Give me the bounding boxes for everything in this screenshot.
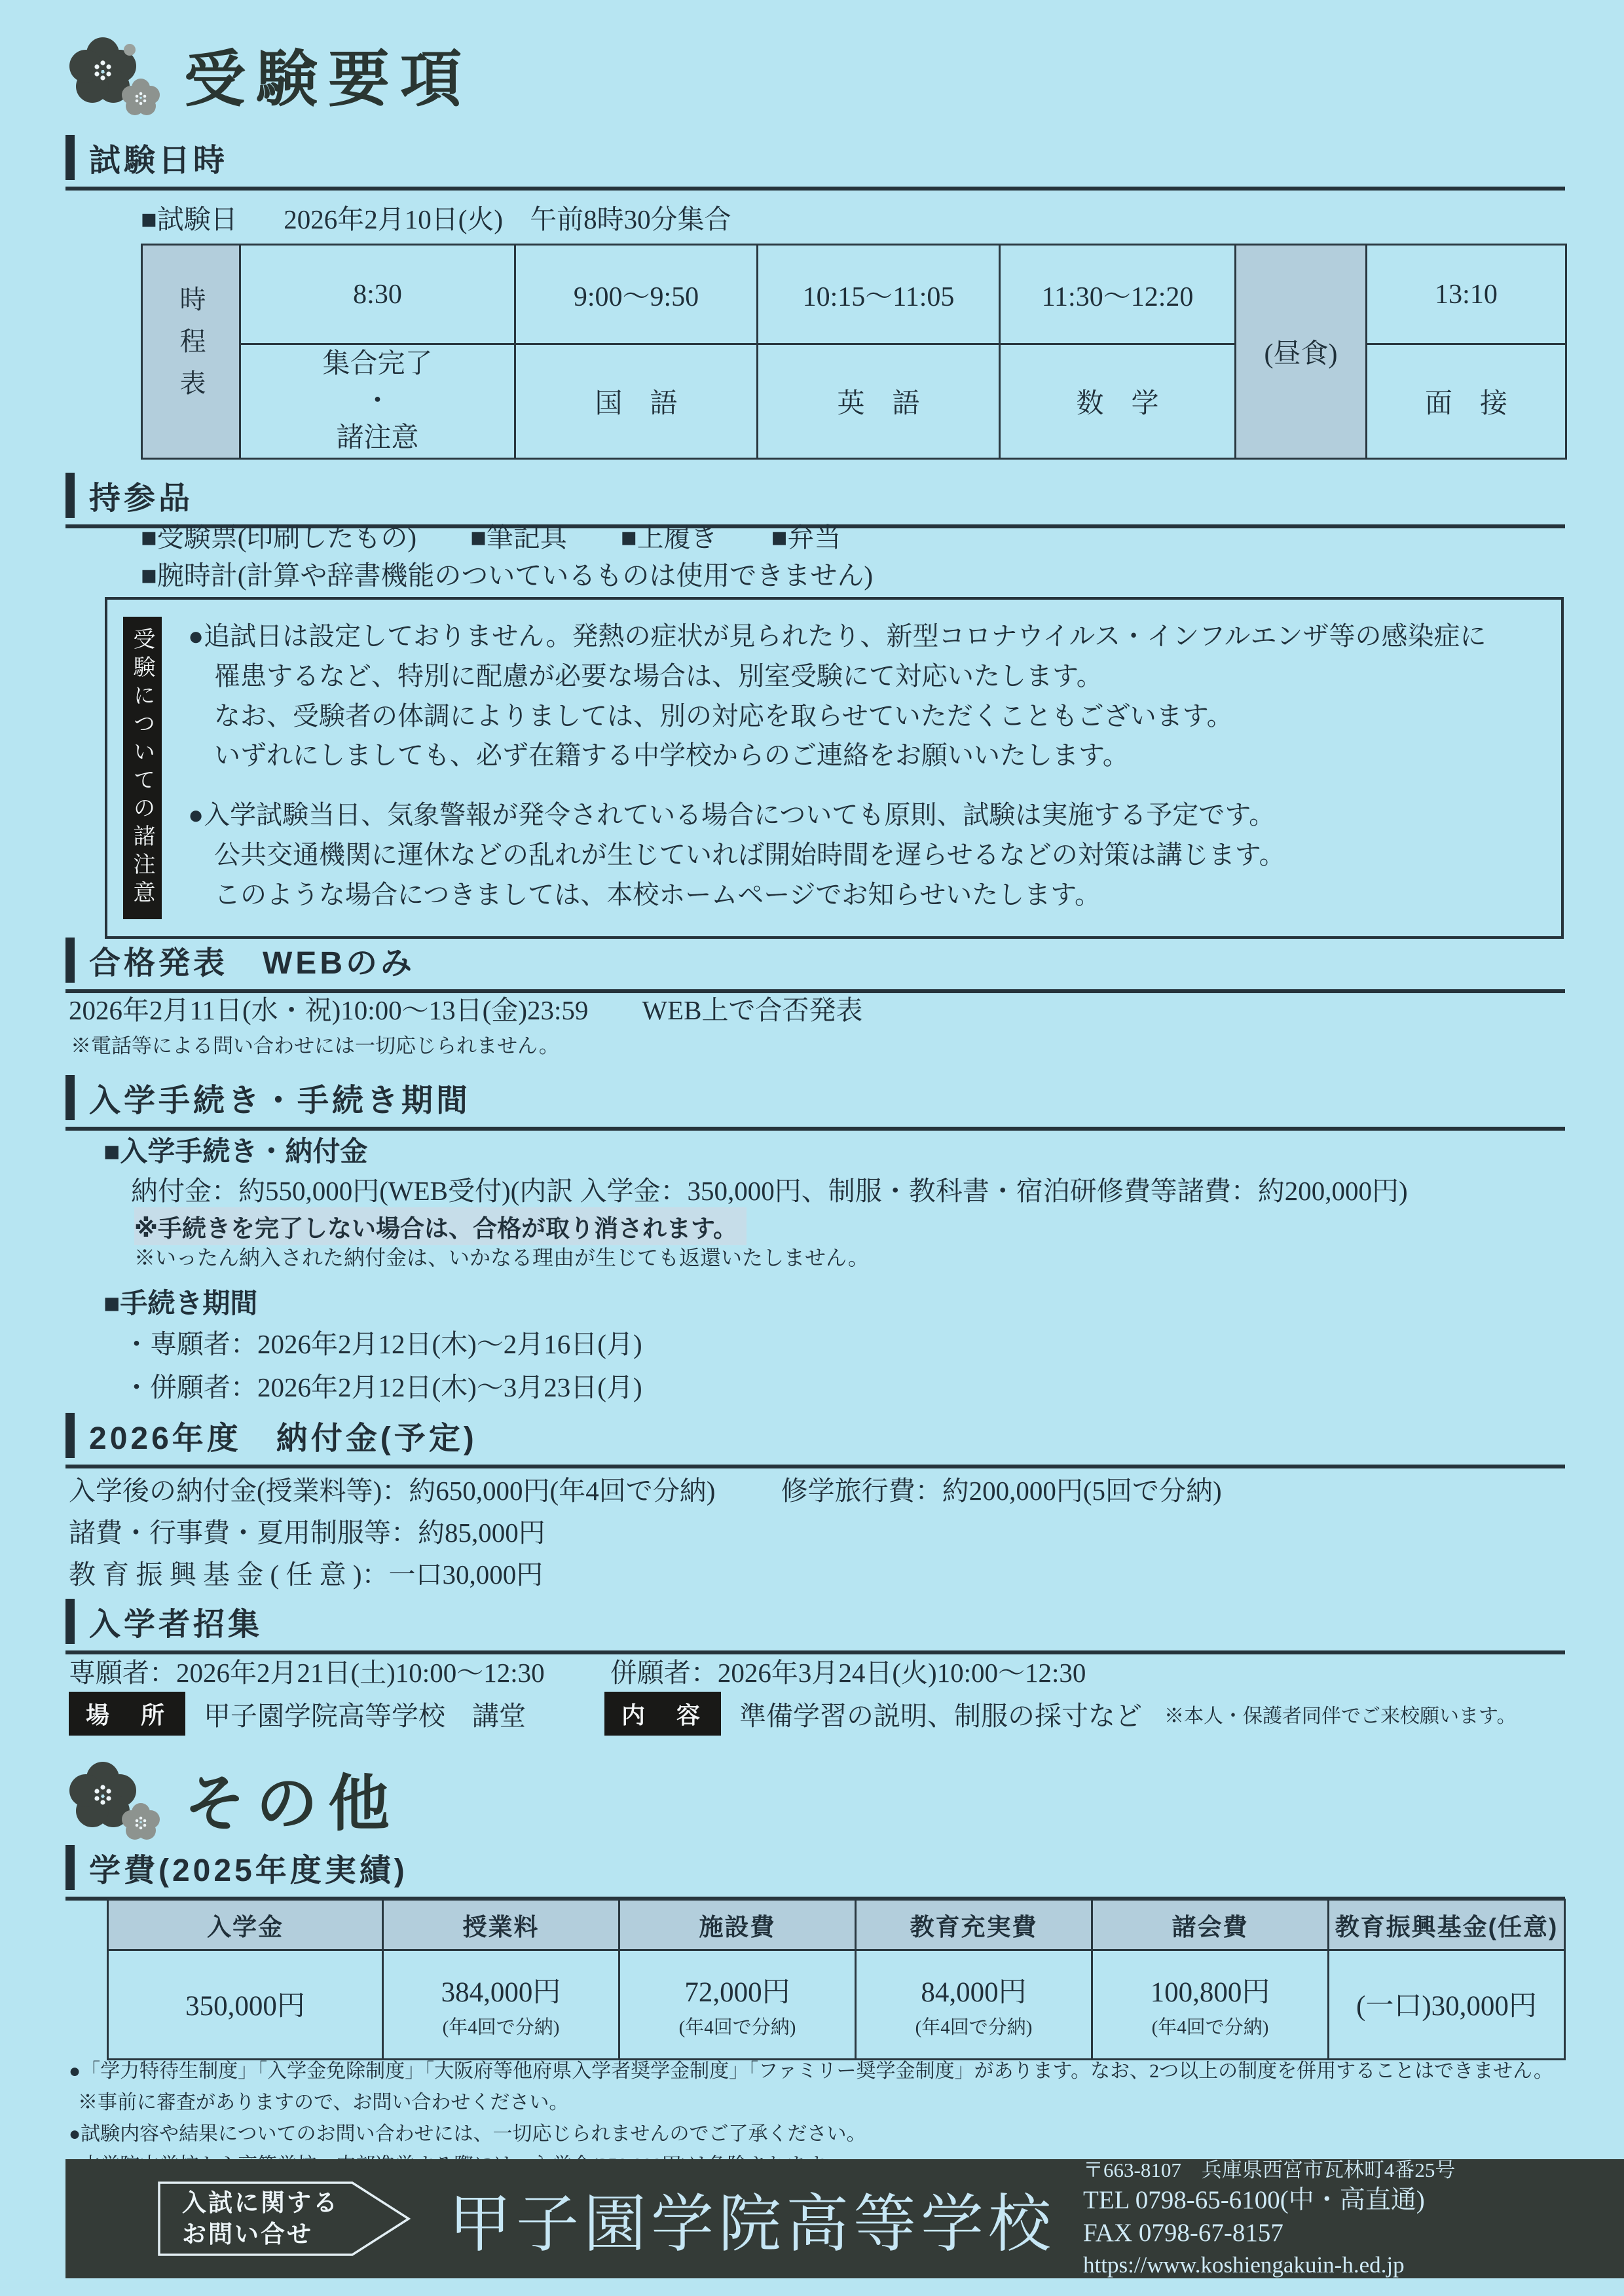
exam-day-label: ■試験日: [141, 204, 238, 234]
tuition-col-header: 教育振興基金(任意): [1329, 1900, 1565, 1950]
schedule-table: [141, 244, 1567, 460]
tuition-table: [107, 1899, 1566, 2060]
pass-announcement-note: ※電話等による問い合わせには一切応じられません。: [71, 1034, 559, 1057]
school-url: https://www.koshiengakuin-h.ed.jp: [1083, 2252, 1405, 2278]
section-heading-exam-datetime: 試験日時: [65, 135, 1565, 191]
exam-notes-box: [105, 597, 1564, 939]
school-address: 〒663-8107 兵庫県西宮市瓦林町4番25号: [1083, 2159, 1456, 2182]
items-line-1: ■受験票(印刷したもの) ■筆記具 ■上履き ■弁当: [141, 522, 841, 553]
schedule-lunch-cell: (昼食): [1236, 245, 1367, 459]
schedule-time: 13:10: [1367, 245, 1566, 344]
exam-day-line: [141, 198, 731, 236]
schedule-subject: 面 接: [1367, 344, 1566, 459]
others-title: その他: [184, 1770, 401, 1838]
tuition-col-header: 教育充実費: [856, 1900, 1092, 1950]
exam-day-value: 2026年2月10日(火) 午前8時30分集合: [284, 204, 731, 234]
schedule-subject: 国 語: [515, 344, 758, 459]
section-heading-fees-2026: 2026年度 納付金(予定): [65, 1413, 1565, 1468]
school-fax: FAX 0798-67-8157: [1083, 2219, 1283, 2248]
exam-note-bullet-2: ●入学試験当日、気象警報が発令されている場合についても原則、試験は実施する予定です。 公共交通機関に運休などの乱れが生じていれば開始時間を遅らせるなどの対策は講じます。 このような場合につきましては、本校ホームページでお知らせいたします。: [188, 800, 1285, 909]
content-value: 準備学習の説明、制服の採寸など: [739, 1701, 1143, 1731]
pass-announcement-line: 2026年2月11日(水・祝)10:00～13日(金)23:59 WEB上で合否発表: [69, 995, 863, 1025]
schedule-time: 11:30～12:20: [1000, 245, 1236, 344]
schedule-time: 10:15～11:05: [758, 245, 1000, 344]
inquiry-chevron: [157, 2181, 413, 2257]
procedure-warning-1: ※手続きを完了しない場合は、合格が取り消されます。: [134, 1207, 747, 1245]
recruitment-note: ※本人・保護者同伴でご来校願います。: [1164, 1705, 1517, 1727]
tuition-cell: 84,000円 (年4回で分納): [856, 1950, 1092, 2060]
recruitment-place-content-line: [69, 1692, 1517, 1736]
exam-notes-text: [188, 617, 1486, 919]
plum-blossom-icon: [62, 1752, 167, 1844]
footer-bar: [65, 2159, 1624, 2278]
school-tel: TEL 0798-65-6100(中・高直通): [1083, 2185, 1425, 2214]
school-name: 甲子園学院高等学校: [449, 2189, 1056, 2259]
recruitment-dates-line: 専願者：2026年2月21日(土)10:00～12:30 併願者：2026年3月24日(火)10:00～12:30: [69, 1658, 1086, 1688]
procedure-subhead-payment: ■入学手続き・納付金: [103, 1136, 368, 1167]
title-exam-guidelines: [62, 27, 472, 119]
footer-contact: [1083, 2157, 1455, 2280]
tuition-col-header: 授業料: [383, 1900, 619, 1950]
procedure-period-senngan: ・専願者：2026年2月12日(木)～2月16日(月): [123, 1329, 642, 1359]
items-line-2: ■腕時計(計算や辞書機能のついているものは使用できません): [141, 560, 874, 591]
section-heading-tuition: 学費(2025年度実績): [65, 1845, 1565, 1901]
tuition-note-line: ※事前に審査がありますので、お問い合わせください。: [78, 2092, 569, 2113]
section-heading-recruitment: 入学者招集: [65, 1599, 1565, 1654]
schedule-subject: 数 学: [1000, 344, 1236, 459]
tuition-cell: 350,000円: [108, 1950, 383, 2060]
title-others: [62, 1752, 400, 1844]
fees-line-1: 入学後の納付金(授業料等)：約650,000円(年4回で分納) 修学旅行費：約200,000円(5回で分納): [69, 1476, 1222, 1506]
schedule-subject: 英 語: [758, 344, 1000, 459]
tuition-cell: 384,000円 (年4回で分納): [383, 1950, 619, 2060]
tuition-note-line: ●「学力特待生制度」「入学金免除制度」「大阪府等他府県入学者奨学金制度」「ファミリー奨学金制度」があります。なお、2つ以上の制度を併用することはできません。: [69, 2060, 1553, 2082]
tuition-col-header: 諸会費: [1092, 1900, 1329, 1950]
schedule-time: 9:00～9:50: [515, 245, 758, 344]
exam-note-bullet-1: ●追試日は設定しておりません。発熱の症状が見られたり、新型コロナウイルス・インフルエンザ等の感染症に 罹患するなど、特別に配慮が必要な場合は、別室受験にて対応いたします。 なお、受験者の体調によりましては、別の対応を取らせていただくこともございます。 いずれにしましても、必ず在籍する中学校からのご連絡をお願いいたします。: [188, 621, 1486, 771]
section-heading-enrollment-procedure: 入学手続き・手続き期間: [65, 1075, 1565, 1131]
tuition-note-line: ●試験内容や結果についてのお問い合わせには、一切応じられませんのでご了承ください。: [69, 2123, 866, 2145]
section-heading-items-to-bring: 持参品: [65, 473, 1565, 528]
fees-line-3: 教 育 振 興 基 金 ( 任 意 )：一口30,000円: [69, 1559, 544, 1590]
schedule-row-header: 時程表: [142, 245, 240, 459]
procedure-warning-2: ※いったん納入された納付金は、いかなる理由が生じても返還いたしません。: [134, 1246, 869, 1269]
page-title: 受験要項: [184, 45, 473, 114]
procedure-payment-line: 納付金：約550,000円(WEB受付)(内訳 入学金：350,000円、制服・教科書・宿泊研修費等諸費：約200,000円): [131, 1176, 1408, 1206]
plum-blossom-icon: [62, 27, 167, 119]
exam-notes-vertical-label: 受験についての諸注意: [123, 617, 162, 919]
tuition-cell: 100,800円 (年4回で分納): [1092, 1950, 1329, 2060]
inquiry-label: 入試に関する お問い合せ: [182, 2189, 339, 2248]
schedule-time: 8:30: [240, 245, 515, 344]
tuition-cell: 72,000円 (年4回で分納): [619, 1950, 856, 2060]
schedule-subject: 集合完了 ・ 諸注意: [240, 344, 515, 459]
procedure-subhead-period: ■手続き期間: [103, 1288, 258, 1319]
tuition-cell: (一口)30,000円: [1329, 1950, 1565, 2060]
tuition-col-header: 入学金: [108, 1900, 383, 1950]
section-heading-pass-announcement: 合格発表 WEBのみ: [65, 938, 1565, 993]
procedure-period-heigan: ・併願者：2026年2月12日(木)～3月23日(月): [123, 1372, 642, 1402]
tuition-col-header: 施設費: [619, 1900, 856, 1950]
place-value: 甲子園学院高等学校 講堂: [204, 1701, 526, 1731]
fees-line-2: 諸費・行事費・夏用制服等：約85,000円: [69, 1518, 545, 1548]
content-chip: 内 容: [604, 1692, 721, 1736]
place-chip: 場 所: [69, 1692, 185, 1736]
